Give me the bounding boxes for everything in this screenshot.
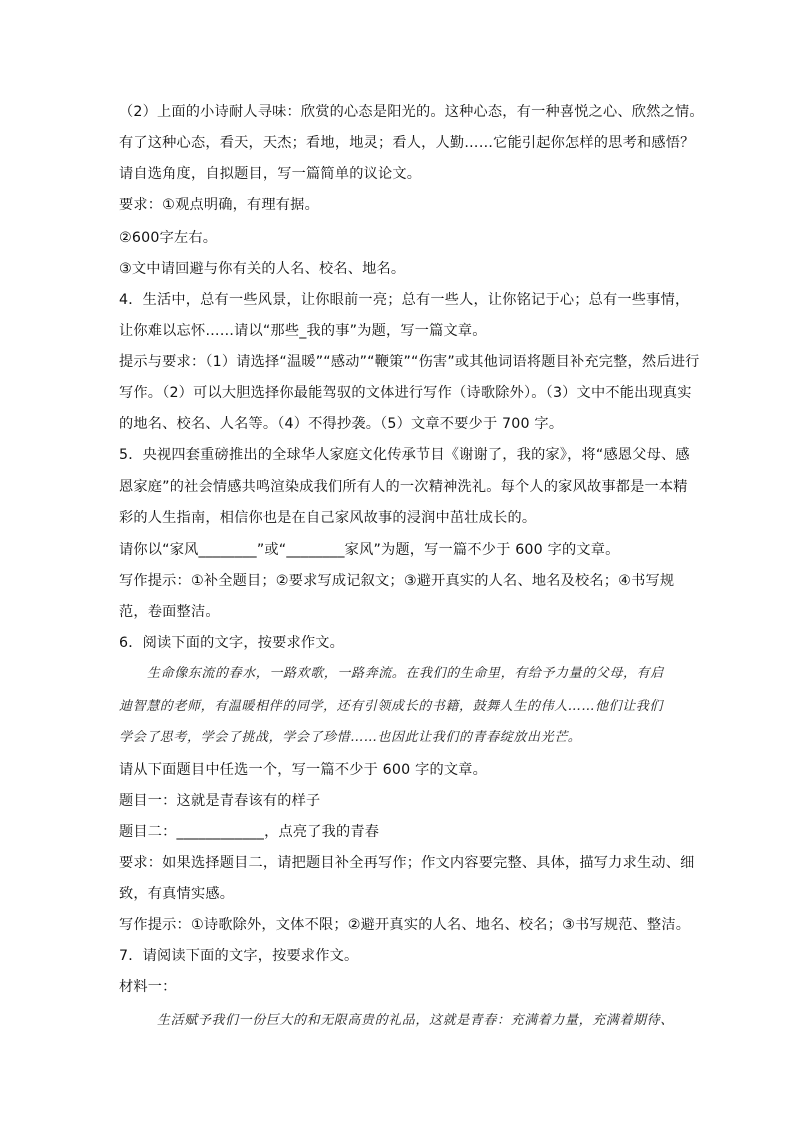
- text-line: 写作提示：①诗歌除外，文体不限；②避开真实的人名、地名、校名；③书写规范、整洁。: [119, 917, 691, 933]
- text-line: 题目一：这就是青春该有的样子: [119, 793, 321, 809]
- quote-line: 生命像东流的春水，一路欢歌，一路奔流。在我们的生命里，有给予力量的父母，有启: [147, 666, 664, 681]
- text-line: 5．央视四套重磅推出的全球华人家庭文化传承节目《谢谢了，我的家》，将“感恩父母、感: [119, 447, 690, 463]
- text-line: 有了这种心态，看天，天杰；看地，地灵；看人，人勤……它能引起你怎样的思考和感悟？: [119, 135, 695, 151]
- text-line: 7．请阅读下面的文字，按要求作文。: [119, 948, 359, 964]
- text-line: 要求：如果选择题目二，请把题目补全再写作；作文内容要完整、具体，描写力求生动、细: [119, 855, 695, 871]
- text-line: 4．生活中，总有一些风景，让你眼前一亮；总有一些人，让你铭记于心；总有一些事情，: [119, 292, 690, 308]
- text-line: 写作提示：①补全题目；②要求写成记叙文；③避开真实的人名、地名及校名；④书写规: [119, 573, 675, 589]
- text-line: 写作。（2）可以大胆选择你最能驾驭的文体进行写作（诗歌除外）。（3）文中不能出现真实: [119, 385, 692, 401]
- quote-line: 生活赋予我们一份巨大的和无限高贵的礼品，这就是青春：充满着力量，充满着期待、: [157, 1013, 674, 1028]
- text-line: 致，有真情实感。: [119, 886, 235, 902]
- text-line: 让你难以忘怀……请以“那些_我的事”为题，写一篇文章。: [119, 323, 487, 339]
- text-line: ②600字左右。: [119, 230, 218, 246]
- text-line: （2）上面的小诗耐人寻味：欣赏的心态是阳光的。这种心态，有一种喜悦之心、欣然之情。: [119, 104, 704, 120]
- text-line: 材料一：: [119, 979, 177, 995]
- text-line: 的地名、校名、人名等。（4）不得抄袭。（5）文章不要少于 700 字。: [119, 416, 564, 432]
- text-line: 题目二：____________，点亮了我的青春: [119, 824, 380, 840]
- text-line: 要求：①观点明确，有理有据。: [119, 197, 319, 213]
- text-line: 提示与要求：（1）请选择“温暖”“感动”“鞭策”“伤害”或其他词语将题目补充完整，然后进行: [119, 354, 700, 370]
- text-line: 范，卷面整洁。: [119, 604, 220, 620]
- text-line: 请从下面题目中任选一个，写一篇不少于 600 字的文章。: [119, 762, 488, 778]
- quote-line: 迪智慧的老师，有温暖相伴的同学，还有引领成长的书籍，鼓舞人生的伟人……他们让我们: [119, 699, 664, 714]
- text-line: 恩家庭”的社会情感共鸣渲染成我们所有人的一次精神洗礼。每个人的家风故事都是一本精: [119, 479, 688, 495]
- text-line: ③文中请回避与你有关的人名、校名、地名。: [119, 261, 406, 277]
- text-line: 6．阅读下面的文字，按要求作文。: [119, 635, 345, 651]
- text-line: 请你以“家风________”或“________家风”为题，写一篇不少于 600 字的文章。: [119, 542, 620, 558]
- text-line: 请自选角度，自拟题目，写一篇简单的议论文。: [119, 166, 422, 182]
- text-line: 彩的人生指南，相信你也是在自己家风故事的浸润中茁壮成长的。: [119, 510, 537, 526]
- quote-line: 学会了思考，学会了挑战，学会了珍惜……也因此让我们的青春绽放出光芒。: [119, 730, 582, 745]
